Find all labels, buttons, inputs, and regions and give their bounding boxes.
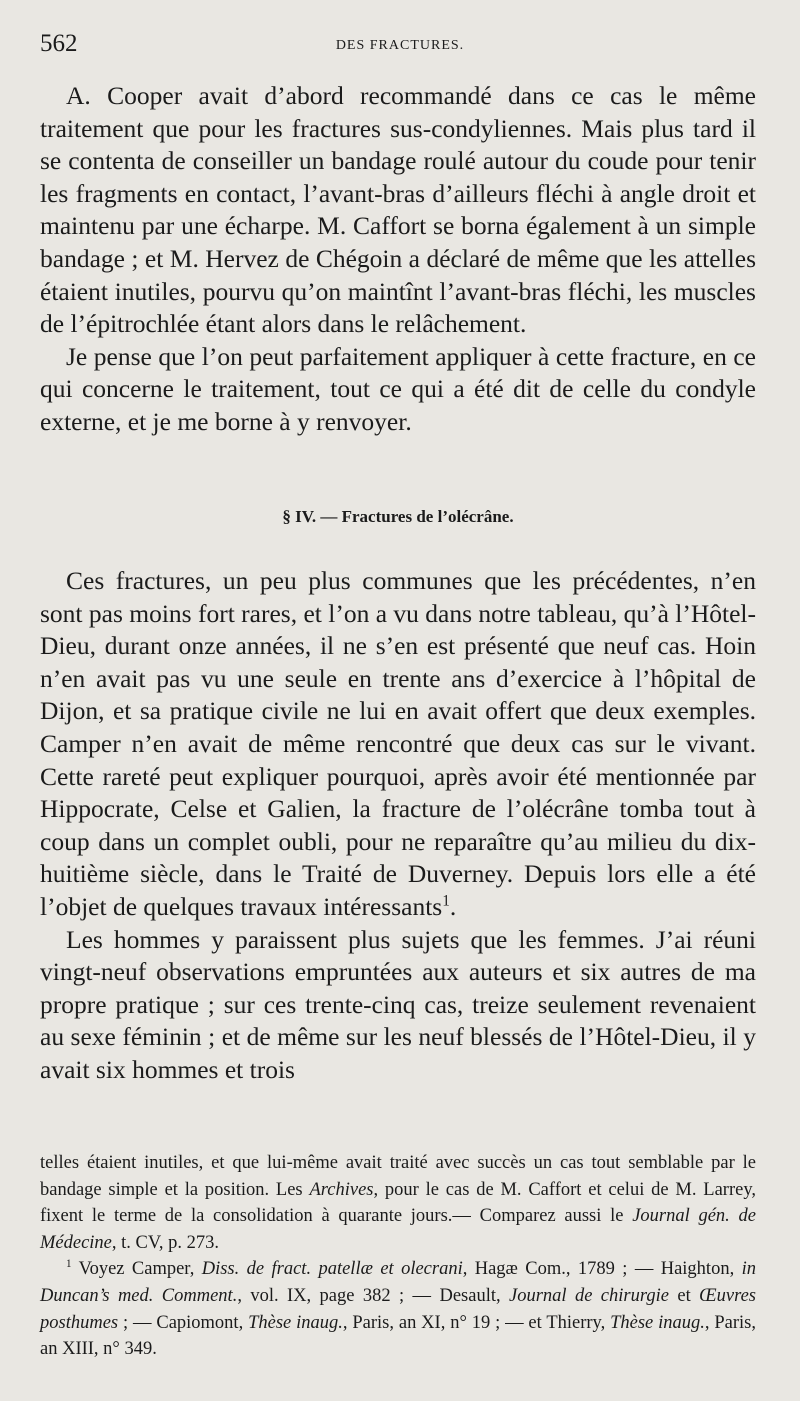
fn-text: , Paris, an XIII, n° 349. — [40, 1312, 756, 1360]
page-number: 562 — [40, 30, 78, 57]
footnote-ref: 1 — [442, 892, 450, 910]
footnote-1 — [40, 1256, 756, 1362]
footnote-continuation — [40, 1150, 756, 1256]
footnote-marker: 1 — [66, 1258, 72, 1271]
paragraph: Les hommes y paraissent plus sujets que les femmes. J’ai réuni vingt-neuf observations empruntées aux auteurs et six autres de ma propre pratique ; sur ces trente-cinq cas, treize seulement revenaient au sexe féminin ; et de même sur les neuf blessés de l’Hôtel-Dieu, il y avait six hommes et trois — [40, 924, 756, 1084]
fn-text: , Paris, an XI, n° 19 ; — et Thierry, — [342, 1312, 611, 1333]
paragraph: A. Cooper avait d’abord recommandé dans ce cas le même traitement que pour les fractures sus-condyliennes. Mais plus tard il se contenta de conseiller un bandage roulé autour du coude pour tenir les fragments en contact, l’avant-bras d’ailleurs fléchi à angle droit et maintenu par une écharpe. M. Caffort se borna également à un simple bandage ; et M. Hervez de Chégoin a déclaré de même que les attelles étaient inutiles, pourvu qu’on maintînt l’avant-bras fléchi, les muscles de l’épitrochlée étant alors dans le relâchement. — [40, 81, 756, 339]
fn-text: , t. CV, p. 273. — [111, 1232, 219, 1253]
fn-text: ; — Capiomont, — [118, 1312, 249, 1333]
fn-italic: Archives — [309, 1179, 374, 1200]
fn-text: , Hagæ Com., 1789 ; — Haighton, — [462, 1259, 742, 1280]
paragraph-end: . — [449, 891, 457, 921]
fn-italic: Journal de chirurgie — [509, 1285, 669, 1306]
section-heading: § IV. — Fractures de l’olécrâne. — [282, 507, 514, 526]
top-section — [40, 80, 756, 439]
footnotes — [40, 1150, 756, 1363]
fn-text: telles étaient inutiles, et que lui-même avait traité avec succès un cas tout semblable par le bandage simple et la position. Les — [40, 1153, 756, 1200]
paragraph: Je pense que l’on peut parfaitement appliquer à cette fracture, en ce qui concerne le traitement, tout ce qui a été dit de celle du condyle externe, et je me borne à y renvoyer. — [40, 341, 756, 436]
fn-italic: Thèse inaug. — [248, 1312, 343, 1333]
fn-text: Voyez Camper, — [71, 1259, 202, 1280]
fn-italic: Œuvres posthumes — [40, 1285, 756, 1333]
fn-text: et — [668, 1285, 700, 1306]
fn-text: , pour le cas de M. Caffort et celui de M. Larrey, fixent le terme de la consolidation à quarante jours.— Comparez aussi le — [40, 1179, 756, 1227]
running-head: DES FRACTURES. — [335, 38, 465, 53]
page-header — [40, 30, 760, 66]
fn-italic: Thèse inaug. — [610, 1312, 705, 1333]
fn-italic: Diss. de fract. patellæ et olecrani — [201, 1259, 463, 1280]
fn-italic: in Duncan’s med. Comment. — [40, 1259, 756, 1306]
fn-text: , vol. IX, page 382 ; — Desault, — [237, 1285, 509, 1306]
fn-italic: Journal gén. de Médecine — [40, 1206, 756, 1253]
paragraph — [40, 565, 756, 924]
paragraph-text: Ces fractures, un peu plus communes que les précédentes, n’en sont pas moins fort rares, et l’on a vu dans notre tableau, qu’à l’Hôtel-Dieu, durant onze années, il ne s’en est présenté que neuf cas. Hoin n’en avait pas vu une seule en trente ans d’exercice à l’hôpital de Dijon, et sa pratique civile ne lui en avait offert que deux exemples. Camper n’en avait de même rencontré que deux cas sur le vivant. Cette rareté peut expliquer pourquoi, après avoir été mentionnée par Hippocrate, Celse et Galien, la fracture de l’olécrâne tomba tout à coup dans un complet oubli, pour ne reparaître qu’au milieu du dix-huitième siècle, dans le Traité de Duverney. Depuis lors elle a été l’objet de quelques travaux intéressants — [40, 566, 756, 921]
main-section — [40, 565, 756, 1087]
